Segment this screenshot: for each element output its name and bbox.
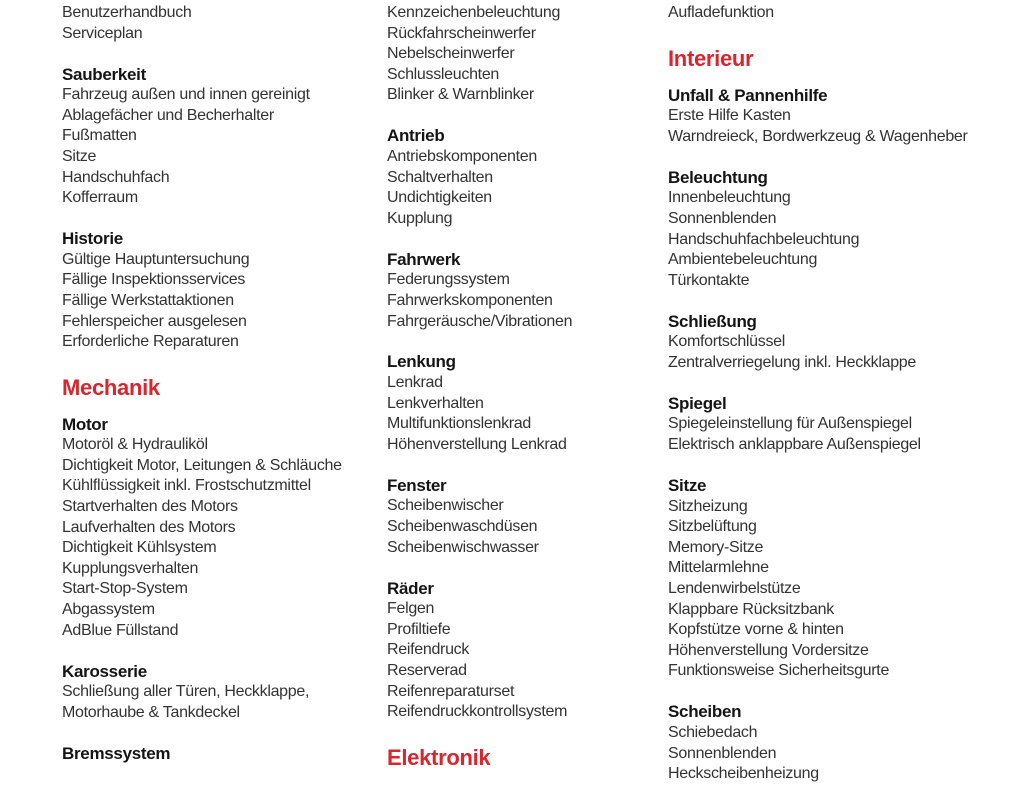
subsection-title: Sitze [668,476,707,496]
subsection-title: Räder [387,578,434,598]
checklist-item: Klappbare Rücksitzbank [668,600,834,618]
checklist-item: Ablagefächer und Becherhalter [62,106,274,124]
subsection [668,476,968,682]
checklist-item: Lenkverhalten [387,394,484,412]
checklist-item: Schließung aller Türen, Heckklappe, [62,683,310,701]
checklist-item: Fahrwerkskomponenten [387,291,553,309]
checklist-item: Blinker & Warnblinker [387,86,534,104]
checklist-item: Antriebskomponenten [387,147,537,165]
subsection [668,86,968,148]
item-group [387,3,677,106]
main-section [62,375,372,401]
subsection [62,662,372,724]
checklist-item: Serviceplan [62,24,143,42]
checklist-item: Kofferraum [62,189,138,207]
checklist-item: Sonnenblenden [668,744,777,762]
checklist-item: Zentralverriegelung inkl. Heckklappe [668,353,916,371]
main-section [668,46,968,72]
checklist-item: Schiebedach [668,723,758,741]
column-3 [668,3,968,785]
item-group [668,3,968,24]
column-2 [387,3,677,771]
checklist-item: Reifenreparaturset [387,682,515,700]
checklist-item: Dichtigkeit Motor, Leitungen & Schläuche [62,456,342,474]
subsection-title: Unfall & Pannenhilfe [668,85,828,105]
checklist-item: Schaltverhalten [387,168,493,186]
checklist-item: Kühlflüssigkeit inkl. Frostschutzmittel [62,477,311,495]
checklist-item: Federungssystem [387,271,510,289]
checklist-item: Fahrgeräusche/Vibrationen [387,312,573,330]
checklist-item: Schlussleuchten [387,65,500,83]
checklist-item: Benutzerhandbuch [62,4,192,21]
checklist-item: Ambientebeleuchtung [668,251,818,269]
checklist-item: Gültige Hauptuntersuchung [62,250,250,268]
subsection [62,229,372,353]
checklist-item: Funktionsweise Sicherheitsgurte [668,662,890,680]
subsection-title: Fenster [387,475,447,495]
subsection [668,168,968,292]
checklist-item: Mittelarmlehne [668,559,769,577]
checklist-item: Abgassystem [62,601,155,619]
subsection-title: Beleuchtung [668,167,768,187]
checklist-item: Spiegeleinstellung für Außenspiegel [668,415,912,433]
subsection [387,352,677,455]
checklist-item: Kennzeichenbeleuchtung [387,4,561,21]
checklist-item: Fällige Inspektionsservices [62,271,246,289]
subsection-title: Schließung [668,311,757,331]
subsection-title: Historie [62,229,123,249]
subsection [668,702,968,784]
main-section-title: Interieur [668,45,754,71]
checklist-item: Multifunktionslenkrad [387,415,531,433]
subsection [62,744,372,765]
checklist-item: Innenbeleuchtung [668,189,791,207]
checklist-item: Undichtigkeiten [387,189,492,207]
checklist-item: Motoröl & Hydrauliköl [62,436,208,454]
checklist-item: Fehlerspeicher ausgelesen [62,312,247,330]
checklist-item: Reifendruck [387,641,470,659]
subsection [387,476,677,558]
subsection [387,579,677,723]
subsection [62,65,372,209]
subsection [668,312,968,374]
checklist-item: Profiltiefe [387,620,451,638]
subsection-title: Fahrwerk [387,249,461,269]
checklist-item: AdBlue Füllstand [62,621,179,639]
checklist-item: Memory-Sitze [668,538,764,556]
checklist-item: Sitzheizung [668,497,748,515]
checklist-item: Heckscheibenheizung [668,765,819,783]
subsection [387,126,677,229]
checklist-item: Reserverad [387,661,467,679]
checklist-item: Scheibenwaschdüsen [387,518,538,536]
checklist-item: Warndreieck, Bordwerkzeug & Wagenheber [668,127,968,145]
checklist-item: Fahrzeug außen und innen gereinigt [62,86,310,104]
subsection-title: Karosserie [62,661,147,681]
main-section-title: Elektronik [387,744,491,770]
checklist-item: Handschuhfachbeleuchtung [668,230,860,248]
subsection-title: Sauberkeit [62,64,146,84]
subsection-title: Antrieb [387,126,445,146]
checklist-item: Höhenverstellung Vordersitze [668,641,869,659]
main-section-title: Mechanik [62,374,160,400]
checklist-item: Felgen [387,600,435,618]
subsection-title: Scheiben [668,702,742,722]
checklist-item: Reifendruckkontrollsystem [387,703,568,721]
checklist-item: Nebelscheinwerfer [387,45,515,63]
subsection-title: Motor [62,414,108,434]
checklist-item: Start-Stop-System [62,580,188,598]
checklist-item: Rückfahrscheinwerfer [387,24,536,42]
checklist-item: Fußmatten [62,127,137,145]
checklist-item: Höhenverstellung Lenkrad [387,435,567,453]
checklist-item: Erste Hilfe Kasten [668,107,791,125]
checklist-item: Sitze [62,147,97,165]
column-1 [62,3,372,764]
checklist-item: Handschuhfach [62,168,170,186]
checklist-item: Komfortschlüssel [668,333,786,351]
checklist-item: Kupplungsverhalten [62,559,199,577]
checklist-item: Laufverhalten des Motors [62,518,236,536]
subsection [668,394,968,456]
checklist-item: Sitzbelüftung [668,518,757,536]
checklist-item: Aufladefunktion [668,4,774,21]
checklist-item: Scheibenwischwasser [387,538,539,556]
subsection [62,415,372,642]
checklist-item: Kopfstütze vorne & hinten [668,621,844,639]
subsection-title: Bremssystem [62,743,171,763]
checklist-item: Erforderliche Reparaturen [62,333,239,351]
subsection [387,250,677,332]
checklist-item: Motorhaube & Tankdeckel [62,703,240,721]
checklist-item: Lenkrad [387,374,443,392]
checklist-item: Startverhalten des Motors [62,498,238,516]
checklist-item: Elektrisch anklappbare Außenspiegel [668,436,921,454]
subsection-title: Spiegel [668,393,727,413]
checklist-item: Türkontakte [668,271,750,289]
checklist-item: Dichtigkeit Kühlsystem [62,539,217,557]
checklist-item: Lendenwirbelstütze [668,580,801,598]
checklist-item: Sonnenblenden [668,209,777,227]
checklist-item: Kupplung [387,209,453,227]
checklist-item: Fällige Werkstattaktionen [62,291,234,309]
main-section [387,745,677,771]
checklist-item: Scheibenwischer [387,497,504,515]
subsection-title: Lenkung [387,352,456,372]
item-group [62,3,372,44]
